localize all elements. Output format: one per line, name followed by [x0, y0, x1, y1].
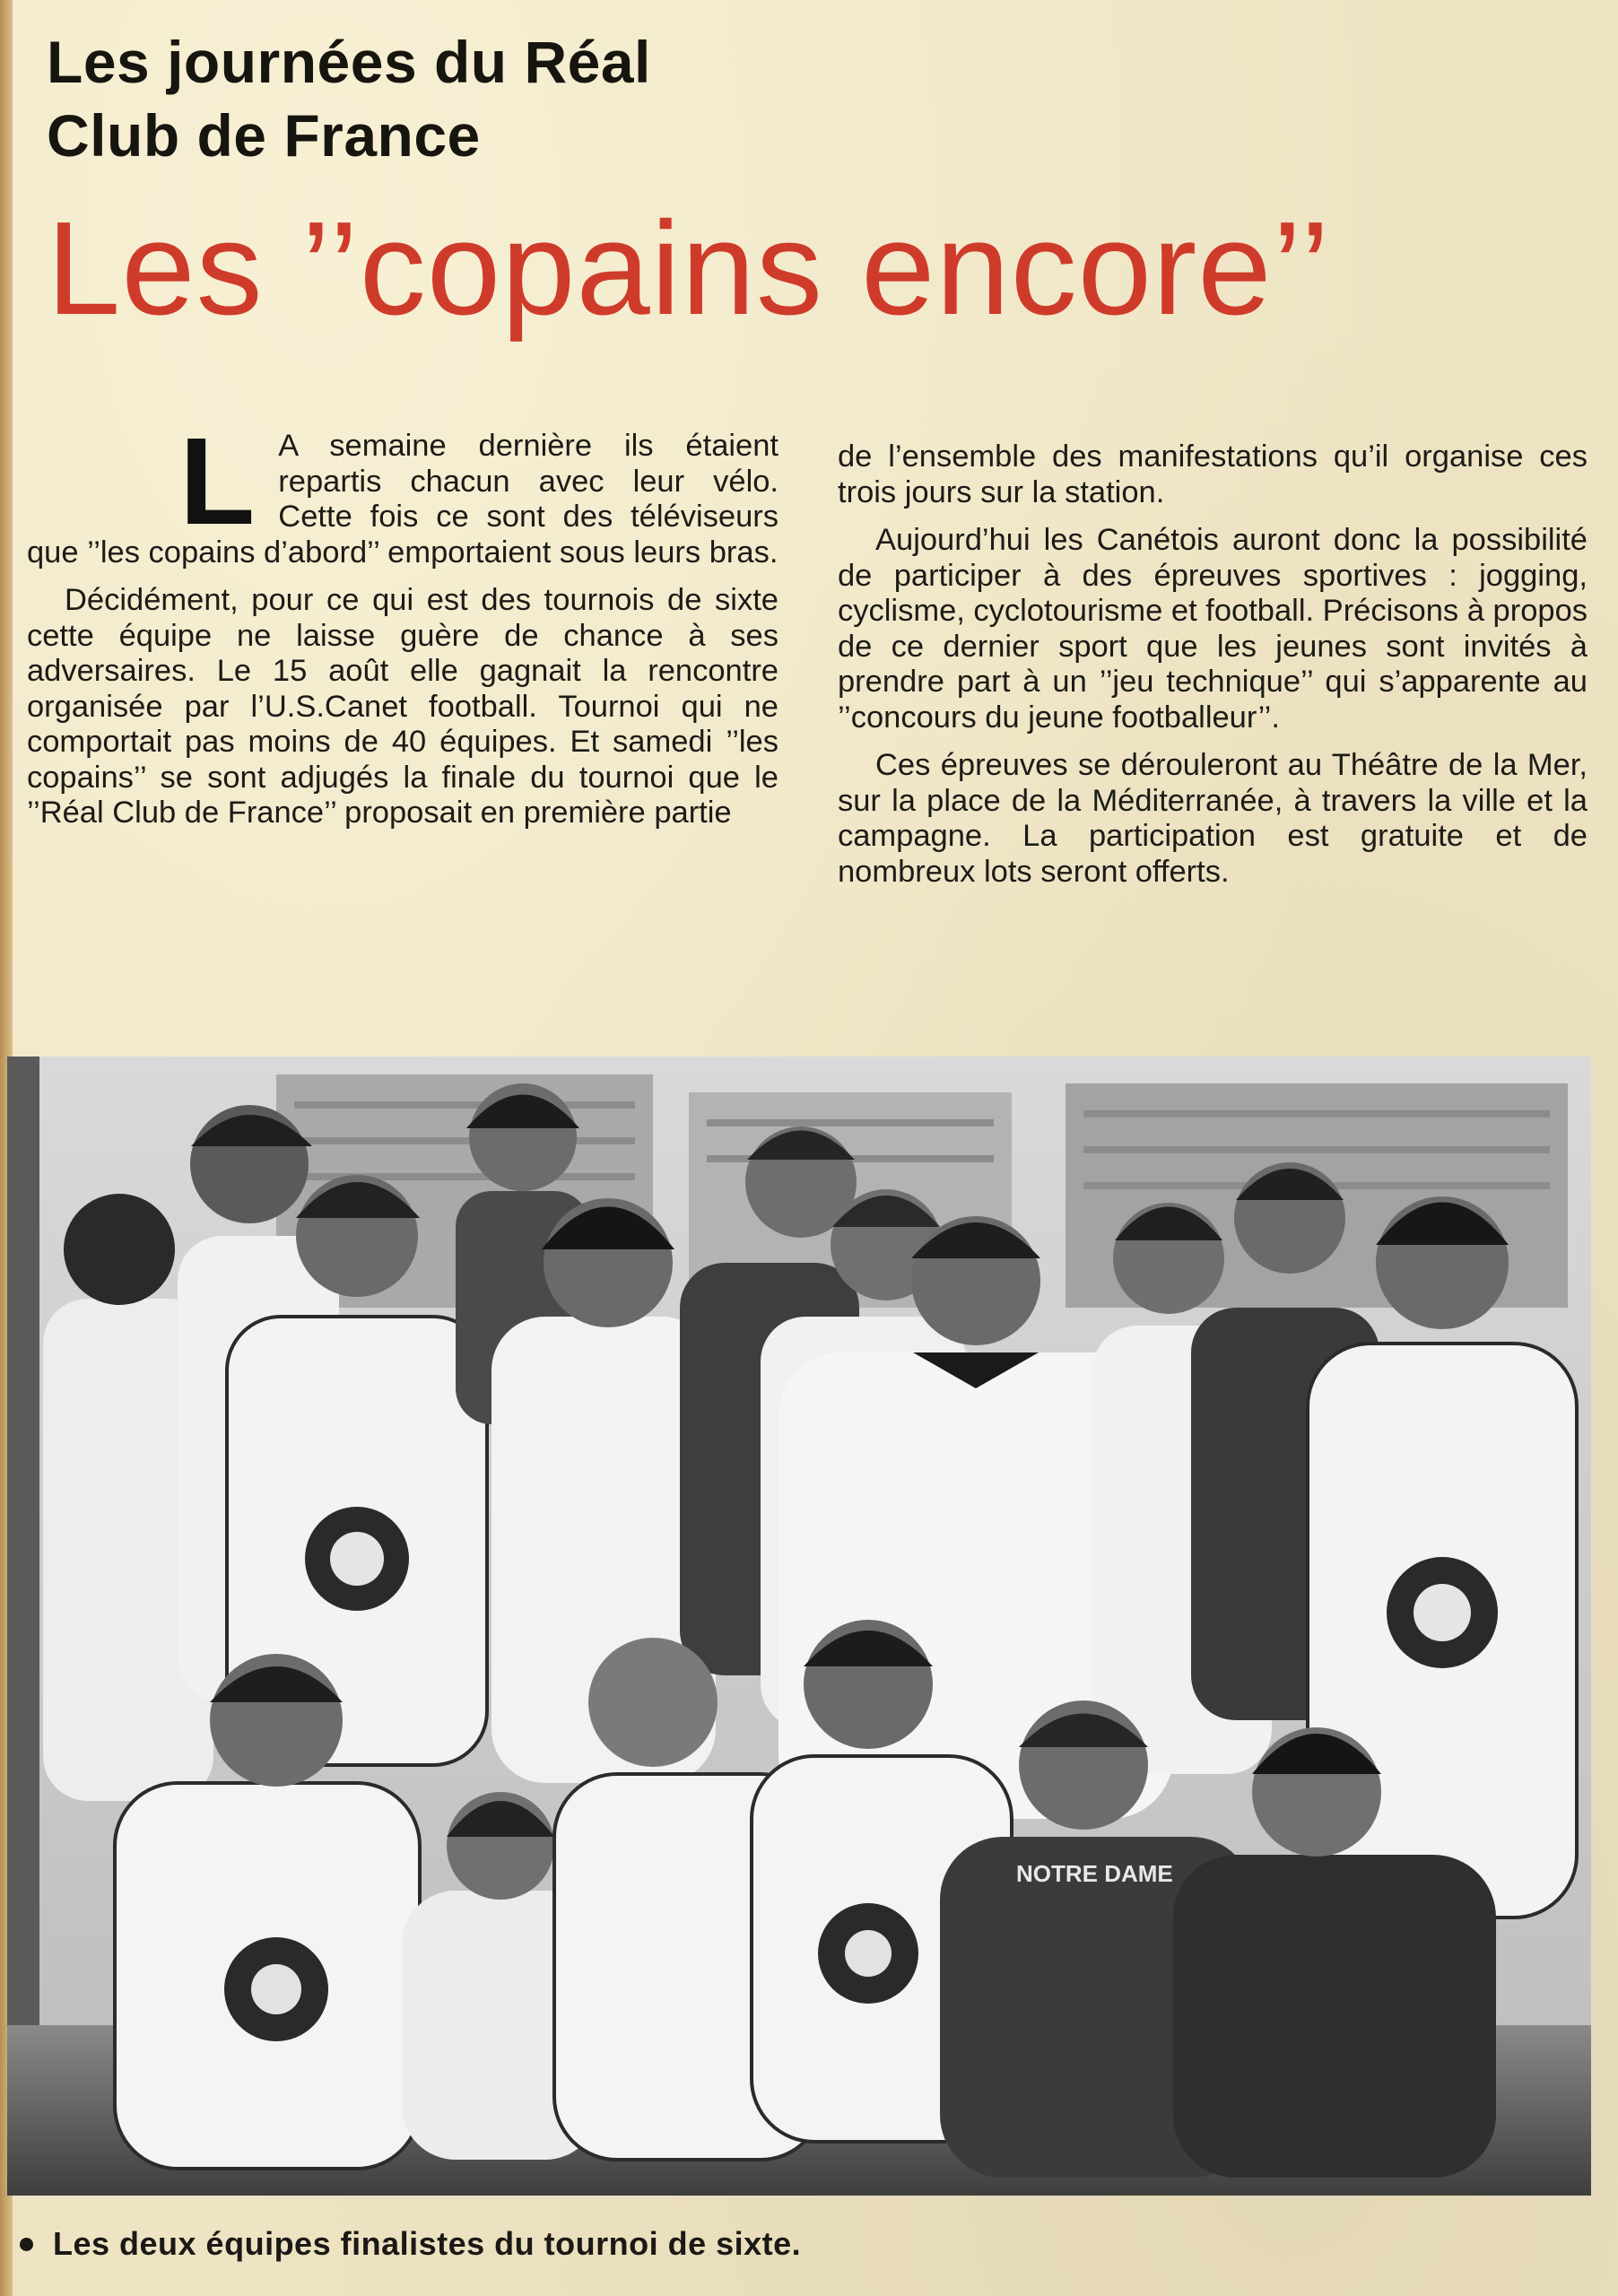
headline: Les ’’copains encore’’	[47, 195, 1331, 343]
team-photo	[7, 1057, 1591, 2196]
photo-caption: Les deux équipes finalistes du tournoi de sixte.	[53, 2225, 802, 2262]
shirt-prints	[1016, 1860, 1173, 1887]
kicker	[47, 25, 854, 172]
article-column-right	[838, 439, 1588, 890]
paragraph: de l’ensemble des manifestations qu’il organise ces trois jours sur la station.	[838, 439, 1588, 509]
article-column-left	[27, 413, 779, 831]
paragraph: Ces épreuves se dérouleront au Théâtre de la Mer, sur la place de la Méditerranée, à travers la ville et la campagne. La participation est gratuite et de nombreux lots seront offerts.	[838, 748, 1588, 889]
kicker-line-2: Club de France	[47, 102, 481, 169]
kicker-line-1: Les journées du Réal	[47, 29, 651, 95]
bullet-icon	[20, 2238, 33, 2251]
photo-caption-row	[20, 2221, 1580, 2267]
shirt-print: NOTRE DAME	[1016, 1860, 1173, 1887]
paragraph: A semaine dernière ils étaient repartis chacun avec leur vélo. Cette fois ce sont des téléviseurs que ’’les copains d’abord’’ emportaient sous leurs bras.	[27, 429, 779, 570]
paragraph: Décidément, pour ce qui est des tournois de sixte cette équipe ne laisse guère de chance à ses adversaires. Le 15 août elle gagnait la rencontre organisée par l’U.S.Canet football. Tournoi qui ne comportait pas moins de 40 équipes. Et samedi ’’les copains’’ se sont adjugés la finale du tournoi que le ’’Réal Club de France’’ proposait en première partie	[27, 583, 779, 830]
team-photo-illustration	[7, 1057, 1591, 2196]
paragraph: Aujourd’hui les Canétois auront donc la possibilité de participer à des épreuves sportives : jogging, cyclisme, cyclotourisme et football. Précisons à propos de ce dernier sport que les jeunes sont invités à prendre part à un ’’jeu technique’’ qui s’apparente au ’’concours du jeune footballeur’’.	[838, 523, 1588, 735]
pole	[7, 1057, 39, 2196]
drop-cap: L	[179, 413, 256, 551]
